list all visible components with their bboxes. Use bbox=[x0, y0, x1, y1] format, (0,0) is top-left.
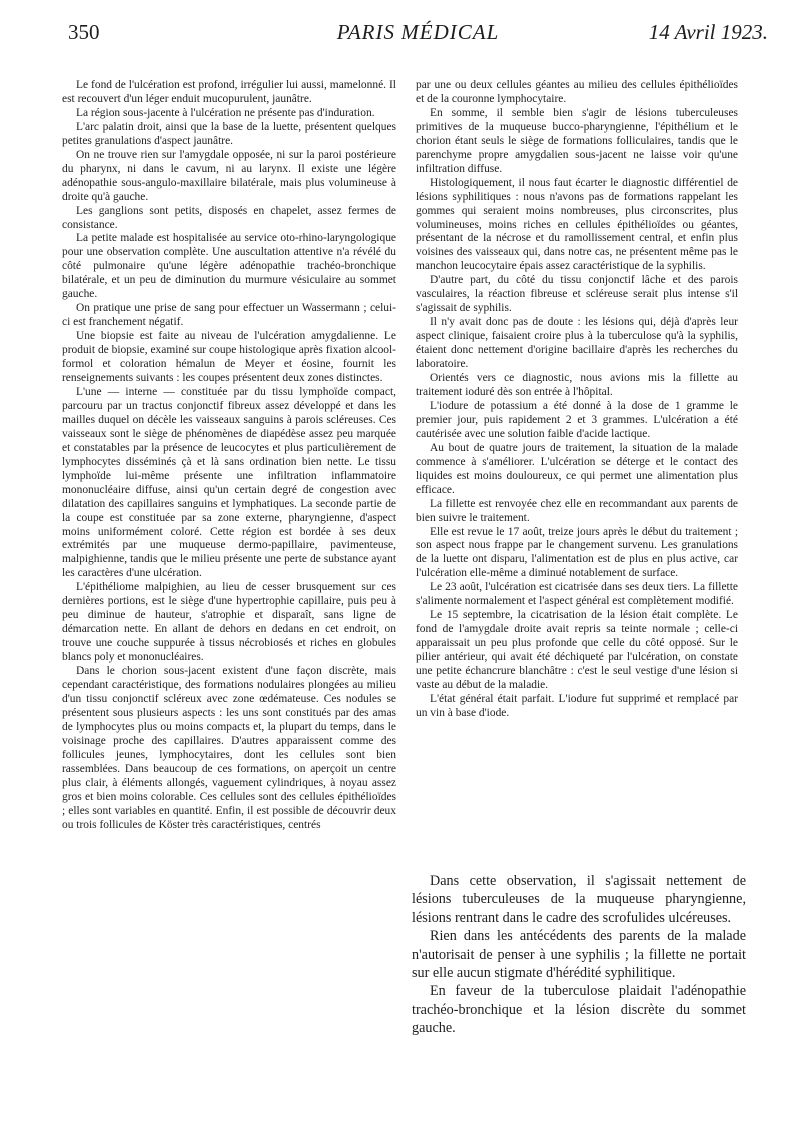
paragraph: On ne trouve rien sur l'amygdale opposée, ni sur la paroi postérieure du pharynx, ni dans le cavum, ni au larynx. Il existe une légère adénopathie sous-angulo-maxillaire bilatérale, mais plus volumineuse à droite qu'à gauche. bbox=[62, 148, 396, 203]
page-header bbox=[68, 20, 768, 54]
conclusion-paragraph: Dans cette observation, il s'agissait nettement de lésions tuberculeuses de la muqueuse pharyngienne, lésions rentrant dans le cadre des scrofulides ulcéreuses. bbox=[412, 873, 746, 926]
paragraph: Au bout de quatre jours de traitement, la situation de la malade commence à s'améliorer. L'ulcération se déterge et le contact des liquides est moins douloureux, ce qui permet une alimentation plus efficace. bbox=[416, 441, 738, 496]
paragraph: L'arc palatin droit, ainsi que la base de la luette, présentent quelques petites granulations d'aspect jaunâtre. bbox=[62, 120, 396, 147]
paragraph: Une biopsie est faite au niveau de l'ulcération amygdalienne. Le produit de biopsie, examiné sur coupe histologique après fixation alcool-formol et coloration hémalun de Meyer et éosine, fournit les renseignements suivants : les coupes présentent deux zones distinctes. bbox=[62, 330, 396, 385]
paragraph: Orientés vers ce diagnostic, nous avions mis la fillette au traitement ioduré dès son entrée à l'hôpital. bbox=[416, 372, 738, 398]
paragraph: Histologiquement, il nous faut écarter le diagnostic différentiel de lésions syphilitiques : nous n'avons pas de formations rappelant les gommes qui seraient moins nombreuses, plus circonscrites, plus volumineuses, moins riches en cellules épithélioïdes ou géantes, présentant de la nécrose et du ramollissement central, et enfin plus voisines des vaisseaux qui, dans notre cas, ne présentent même pas le manchon leucocytaire épais assez caractéristique de la syphilis. bbox=[416, 176, 738, 273]
conclusion-block bbox=[412, 872, 746, 1038]
conclusion-paragraph: En faveur de la tuberculose plaidait l'adénopathie trachéo-bronchique et la lésion discrète du sommet gauche. bbox=[412, 983, 746, 1037]
paragraph: Les ganglions sont petits, disposés en chapelet, assez fermes de consistance. bbox=[62, 204, 396, 231]
paragraph: La fillette est renvoyée chez elle en recommandant aux parents de bien suivre le traitement. bbox=[416, 497, 738, 524]
paragraph: L'état général était parfait. L'iodure fut supprimé et remplacé par un vin à base d'iode. bbox=[416, 692, 738, 719]
paragraph: par une ou deux cellules géantes au milieu des cellules épithélioïdes et de la couronne lymphocytaire. bbox=[416, 79, 738, 105]
issue-date: 14 Avril 1923. bbox=[648, 20, 768, 44]
right-column bbox=[416, 79, 738, 721]
paragraph: En somme, il semble bien s'agir de lésions tuberculeuses primitives de la muqueuse bucco-pharyngienne, l'épithélium et le chorion étant seuls le siège de formations folliculaires, tandis que le parenchyme propre amygdalien sous-jacent ne laisse voir qu'une infiltration diffuse. bbox=[416, 106, 738, 175]
paragraph: Le 23 août, l'ulcération est cicatrisée dans ses deux tiers. La fillette s'alimente normalement et l'aspect général est complètement modifié. bbox=[416, 581, 738, 608]
journal-title: PARIS MÉDICAL bbox=[336, 20, 500, 44]
paragraph: L'iodure de potassium a été donné à la dose de 1 gramme le premier jour, puis rapidement 2 et 3 grammes. L'ulcération a été cautérisée avec une solution faible d'acide lactique. bbox=[416, 399, 738, 440]
page-number: 350 bbox=[68, 20, 100, 44]
left-column bbox=[62, 79, 396, 832]
paragraph: Le 15 septembre, la cicatrisation de la lésion était complète. Le fond de l'amygdale droite avait repris sa teinte normale ; celle-ci apparaissait un peu plus profonde que celle du côté opposé. Sur le pilier antérieur, qui avait été déchiqueté par l'ulcération, on constate une petite échancrure blanchâtre : c'est le seul vestige d'une lésion si vaste au début de la maladie. bbox=[416, 609, 738, 691]
paragraph: Il n'y avait donc pas de doute : les lésions qui, déjà d'après leur aspect clinique, faisaient croire plus à la tuberculose qu'à la syphilis, étaient donc nettement d'origine bacillaire d'après les recherches du laboratoire. bbox=[416, 316, 738, 371]
paragraph: La petite malade est hospitalisée au service oto-rhino-laryngologique pour une observation complète. Une auscultation attentive n'a révélé du côté pulmonaire qu'une légère adénopathie trachéo-bronchique bilatérale, et un peu de diminution du murmure vésiculaire au sommet gauche. bbox=[62, 232, 396, 301]
paragraph: La région sous-jacente à l'ulcération ne présente pas d'induration. bbox=[76, 106, 375, 119]
paragraph: Elle est revue le 17 août, treize jours après le début du traitement ; son aspect nous frappe par le changement survenu. Les granulations de la luette ont disparu, l'alimentation est de plus en plus active, car l'ulcération elle-même a diminué notablement de surface. bbox=[416, 525, 738, 580]
paragraph: L'une — interne — constituée par du tissu lymphoïde compact, parcouru par un tractus conjonctif fibreux assez développé et dans les mailles duquel on décèle les vaisseaux sanguins à parois scléreuses. Ces vaisseaux sont le siège de phénomènes de diapédèse assez peu marquée et constatables par la présence de leucocytes et plus particulièrement de lymphocytes disséminés çà et là sans ordination bien nette. Le tissu lymphoïde lui-même présente une infiltration inflammatoire mononucléaire diffuse, ainsi qu'un certain degré de congestion avec dilatation des capillaires sanguins et lymphatiques. La seconde partie de la coupe est constituée par sa zone externe, pharyngienne, d'aspect moins uniformément coloré. Cette région est bordée à ses deux extrémités par une muqueuse dermo-papillaire, pavimenteuse, malpighienne, tandis que le milieu présente une perte de substance ayant les caractères d'une ulcération. bbox=[62, 385, 396, 580]
conclusion-paragraph: Rien dans les antécédents des parents de la malade n'autorisait de penser à une syphilis ; la fillette ne portait sur elle aucun stigmate d'hérédité syphilitique. bbox=[412, 928, 746, 982]
paragraph: Dans le chorion sous-jacent existent d'une façon discrète, mais cependant caractéristique, des formations nodulaires plongées au milieu d'un tissu conjonctif scléreux avec zone œdémateuse. Ces nodules se présentent sous plusieurs aspects : les uns sont constitués par des amas de lymphocytes plus ou moins compacts et, la plupart du temps, dans le voisinage proche des capillaires. D'autres apparaissent comme des follicules jeunes, lymphocytaires, dont les cellules sont bien rassemblées. Dans beaucoup de ces formations, on aperçoit un centre plus clair, à éléments allongés, vaguement cylindriques, à noyau assez gros et bien moins colorable. Ces cellules sont des cellules épithélioïdes ; elles sont variables en quantité. Enfin, il est possible de découvrir deux ou trois follicules de Köster très caractéristiques, centrés bbox=[62, 665, 396, 831]
paragraph: D'autre part, du côté du tissu conjonctif lâche et des parois vasculaires, la réaction fibreuse et scléreuse serait plus intense s'il s'agissait de syphilis. bbox=[416, 274, 738, 315]
paragraph: Le fond de l'ulcération est profond, irrégulier lui aussi, mamelonné. Il est recouvert d'un léger enduit mucopurulent, jaunâtre. bbox=[62, 79, 396, 105]
paragraph: L'épithéliome malpighien, au lieu de cesser brusquement sur ces dernières portions, est le siège d'une hypertrophie capillaire, puis peu à peu diminue de hauteur, s'atrophie et disparaît, sans ligne de démarcation nette. En allant de dehors en dedans en cet endroit, on trouve une couche suppurée à tissus nécrobiosés et riches en globules blancs poly et mononucléaires. bbox=[62, 581, 396, 664]
paragraph: On pratique une prise de sang pour effectuer un Wassermann ; celui-ci est franchement négatif. bbox=[62, 302, 396, 329]
